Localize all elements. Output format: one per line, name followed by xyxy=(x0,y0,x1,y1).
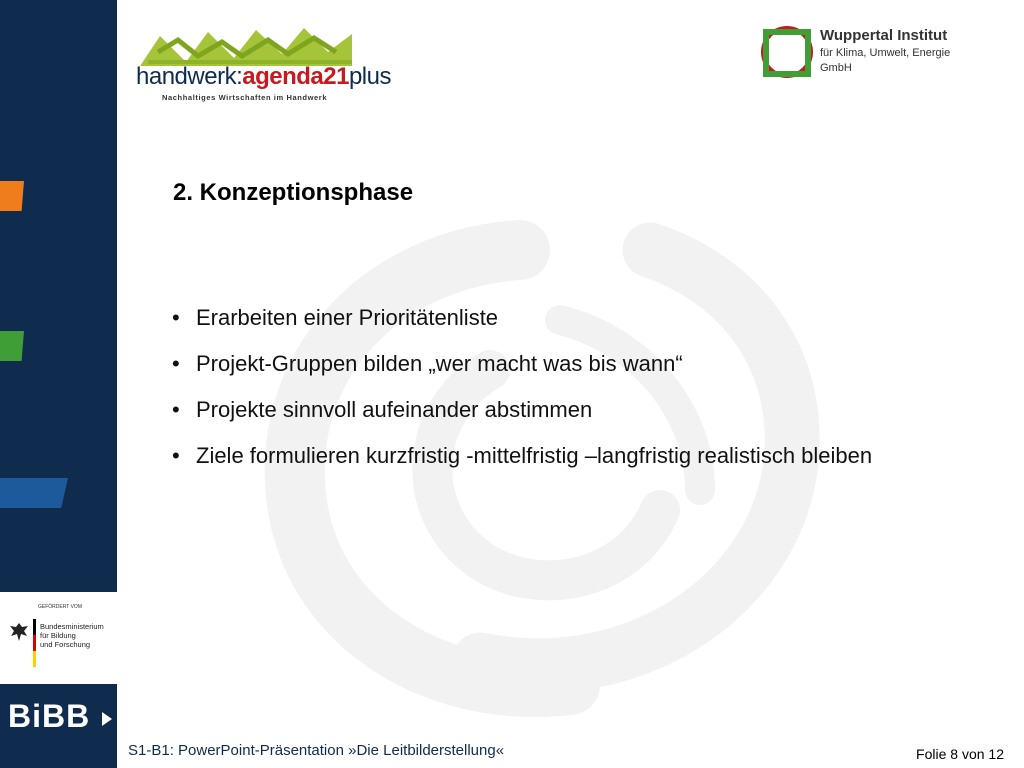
eagle-icon xyxy=(8,621,30,643)
sidebar-tab-green xyxy=(0,331,24,361)
bullet-text: Erarbeiten einer Prioritätenliste xyxy=(196,305,499,330)
bullet-dot-icon: • xyxy=(172,443,180,468)
bibb-logo xyxy=(0,684,117,768)
bibb-logo-text: BiBB xyxy=(8,698,91,734)
sidebar-tab-orange xyxy=(0,181,24,211)
logo-prefix: handwerk: xyxy=(136,63,243,90)
bullet-text: Ziele formulieren kurzfristig -mittelfristig –langfristig realistisch bleiben xyxy=(196,443,873,468)
sidebar xyxy=(0,0,117,592)
bullet-text: Projekt-Gruppen bilden „wer macht was bis wann“ xyxy=(196,351,683,376)
footer-presentation-title: S1-B1: PowerPoint-Präsentation »Die Leitbilderstellung« xyxy=(128,742,505,759)
flag-stripe xyxy=(33,619,36,667)
bullet-text: Projekte sinnvoll aufeinander abstimmen xyxy=(196,397,593,422)
sponsor-line3: und Forschung xyxy=(40,640,91,649)
sponsor-line2: für Bildung xyxy=(40,631,76,640)
sidebar-tab-blue xyxy=(0,478,68,508)
bullet-list xyxy=(172,304,912,488)
logo-tagline: Nachhaltiges Wirtschaften im Handwerk xyxy=(162,93,328,102)
wi-line3: GmbH xyxy=(820,62,852,74)
triangle-icon xyxy=(102,712,112,726)
wi-line1: Wuppertal Institut xyxy=(820,27,948,44)
logo-suffix: plus xyxy=(348,63,391,90)
wi-line2: für Klima, Umwelt, Energie xyxy=(820,47,951,59)
slide-number: Folie 8 von 12 xyxy=(916,746,1004,762)
bullet-dot-icon: • xyxy=(172,351,180,376)
sponsor-logo xyxy=(0,592,117,684)
wi-emblem-icon xyxy=(760,24,814,80)
slide-title: 2. Konzeptionsphase xyxy=(173,179,414,206)
bullet-dot-icon: • xyxy=(172,397,180,422)
bullet-item xyxy=(172,396,912,423)
bullet-item xyxy=(172,442,912,469)
roof-shapes-icon xyxy=(138,22,358,68)
sponsor-label: GEFÖRDERT VOM xyxy=(38,604,82,610)
bullet-dot-icon: • xyxy=(172,305,180,330)
logo-name: agenda21 xyxy=(242,63,349,90)
agenda21plus-logo xyxy=(136,22,391,106)
sponsor-line1: Bundesministerium xyxy=(40,622,104,631)
bullet-item xyxy=(172,350,912,377)
bullet-item xyxy=(172,304,912,331)
wuppertal-institut-logo xyxy=(760,24,990,84)
